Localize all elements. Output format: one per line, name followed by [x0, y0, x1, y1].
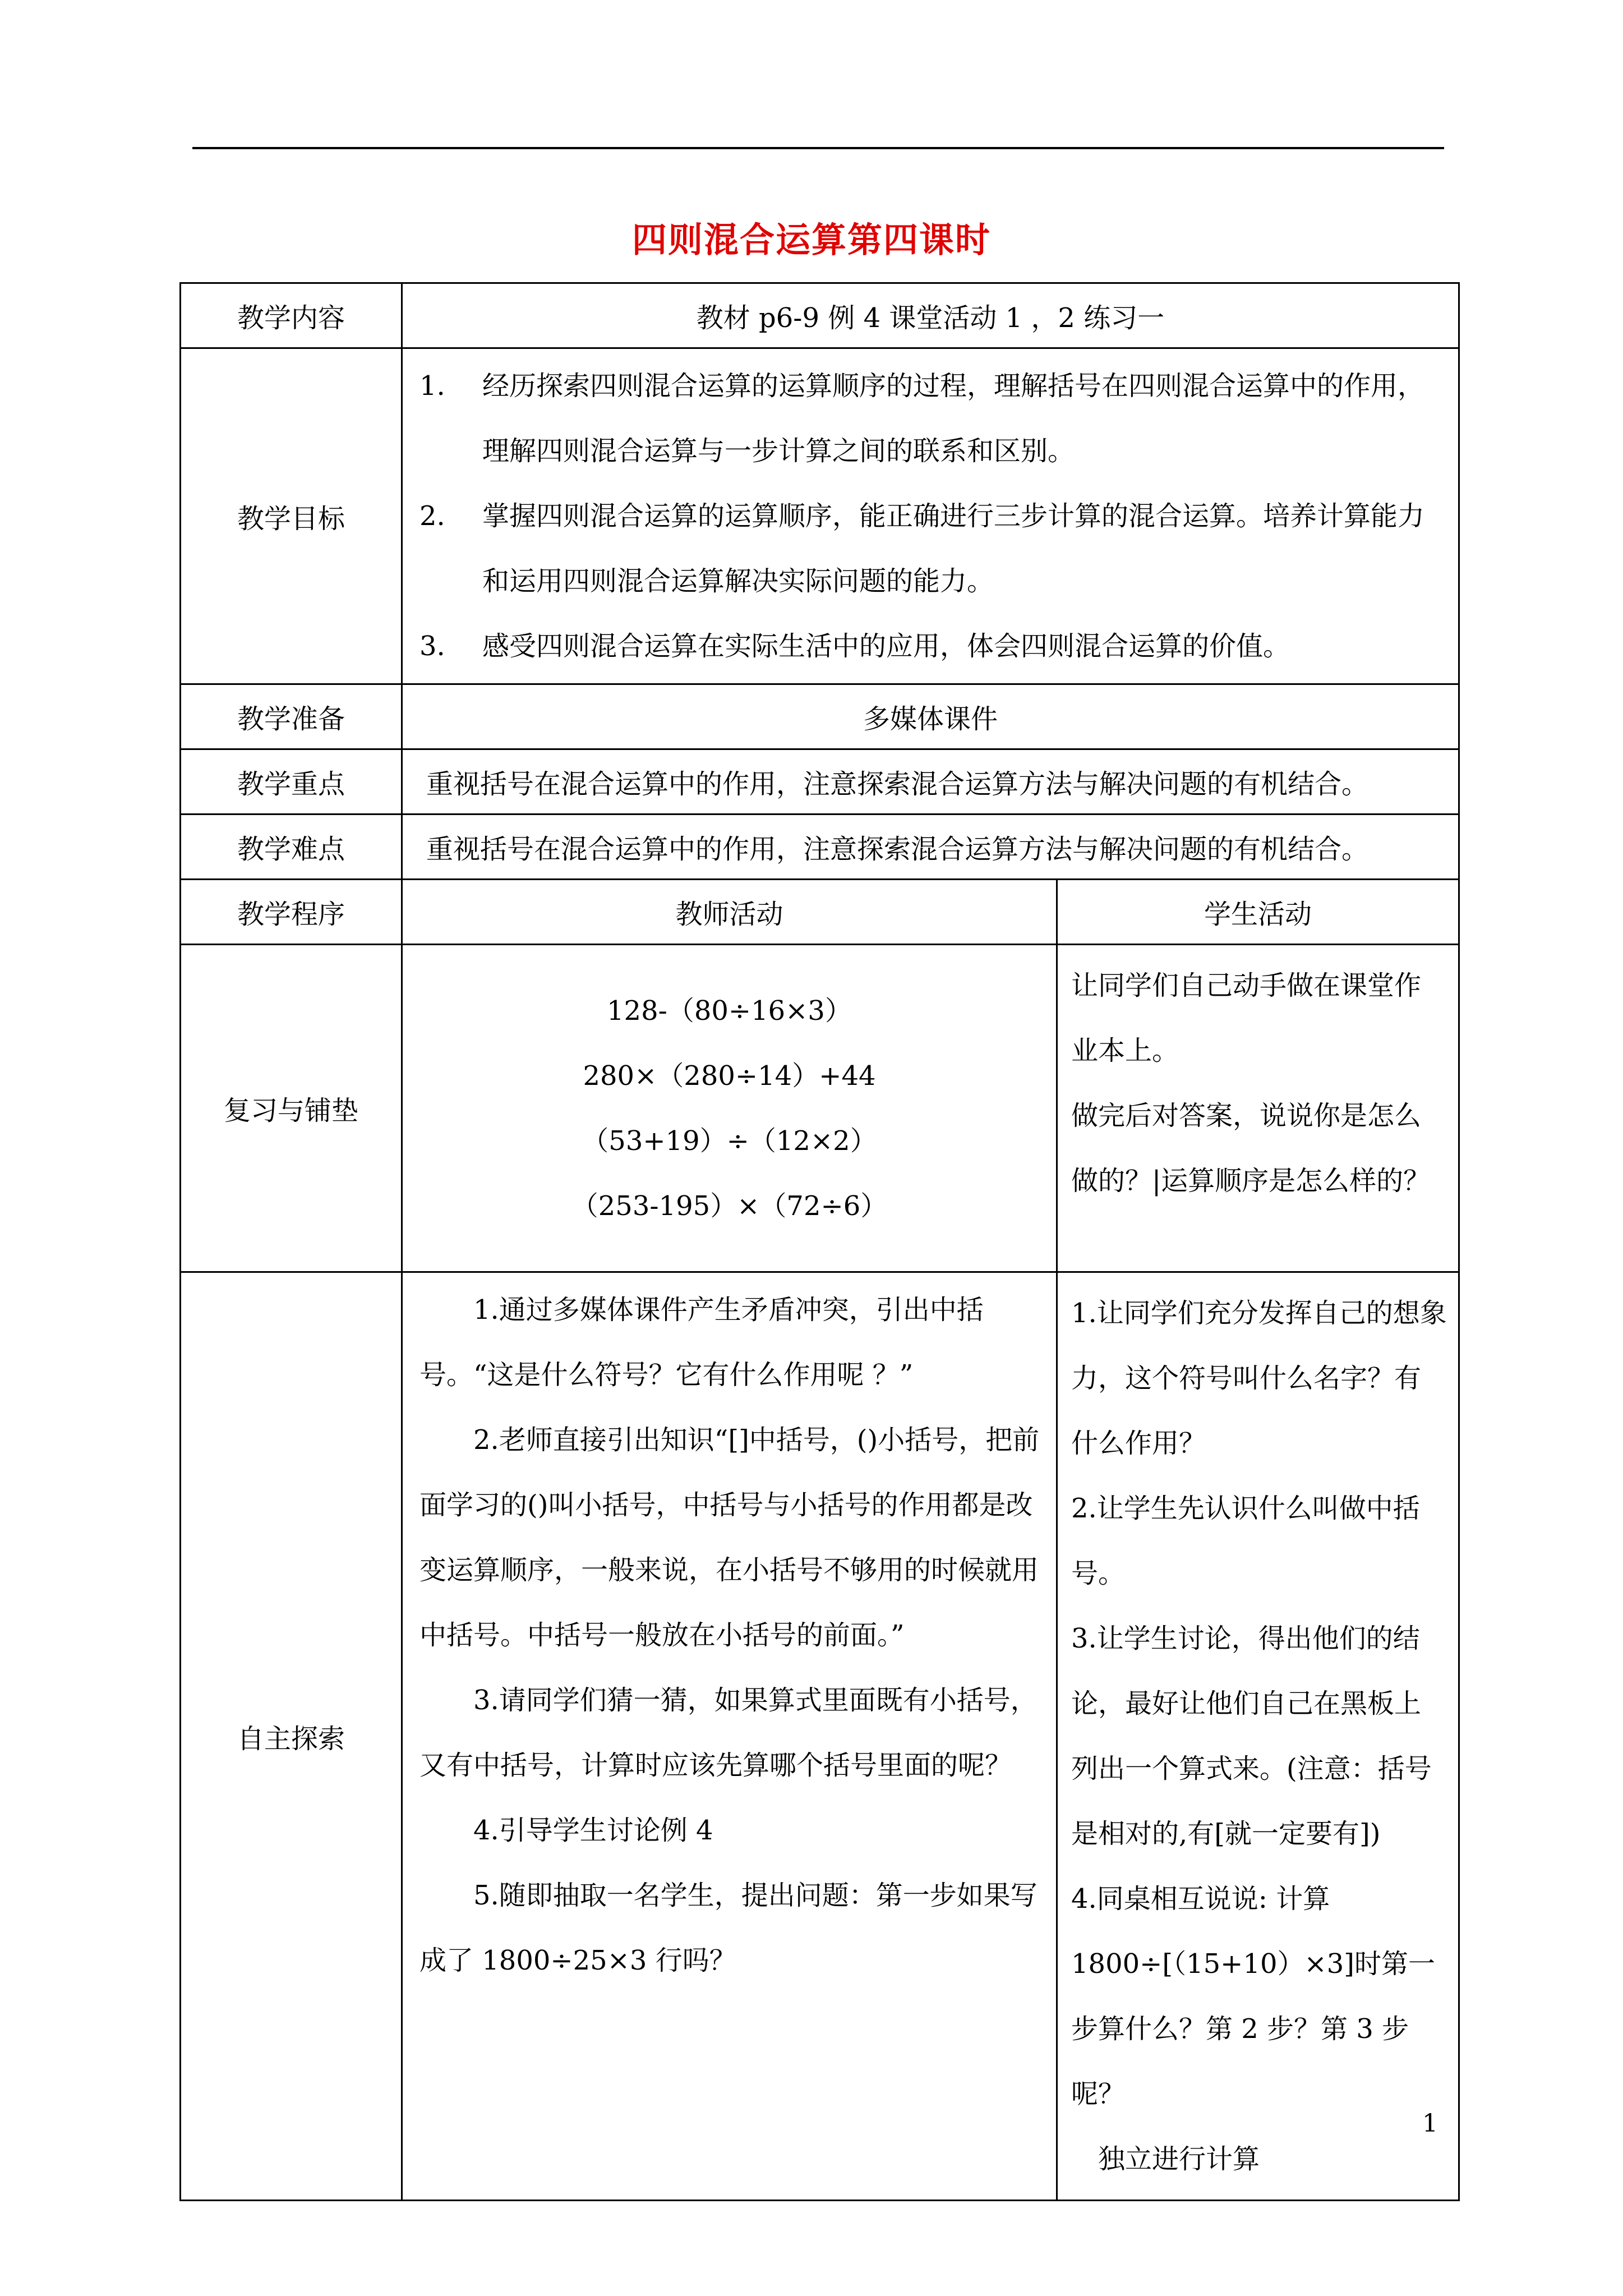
- goal-item: 2. 掌握四则混合运算的运算顺序，能正确进行三步计算的混合运算。培养计算能力和运用四则混合运算解决实际问题的能力。: [419, 500, 1425, 597]
- row-procedure-header: [181, 880, 1459, 945]
- diff-value: 重视括号在混合运算中的作用，注意探索混合运算方法与解决问题的有机结合。: [402, 815, 1459, 880]
- teacher-step: 5.随即抽取一名学生，提出问题：第一步如果写成了 1800÷25×3 行吗？: [419, 1880, 1038, 1976]
- teacher-step: 2.老师直接引出知识“[]中括号，()小括号，把前面学习的()叫小括号，中括号与小括号的作用都是改变运算顺序，一般来说，在小括号不够用的时候就用中括号。中括号一般放在小括号的前面。”: [419, 1424, 1040, 1651]
- key-label: 教学重点: [181, 749, 402, 815]
- teacher-header: 教师活动: [402, 880, 1057, 945]
- header-rule: [192, 147, 1444, 149]
- row-content: [181, 283, 1459, 348]
- row-difficulties: [181, 815, 1459, 880]
- review-label: 复习与铺垫: [181, 945, 402, 1272]
- student-header: 学生活动: [1057, 880, 1459, 945]
- prep-label: 教学准备: [181, 684, 402, 749]
- student-step: 1.让同学们充分发挥自己的想象力，这个符号叫什么名字？有什么作用？: [1071, 1297, 1447, 1459]
- goal-item: 1. 经历探索四则混合运算的运算顺序的过程，理解括号在四则混合运算中的作用，理解四则混合运算与一步计算之间的联系和区别。: [419, 370, 1425, 467]
- row-key-points: [181, 749, 1459, 815]
- goals-label: 教学目标: [181, 348, 402, 684]
- teacher-step: 4.引导学生讨论例 4: [473, 1815, 713, 1846]
- explore-label: 自主探索: [181, 1272, 402, 2201]
- explore-student: [1057, 1272, 1459, 2201]
- diff-label: 教学难点: [181, 815, 402, 880]
- review-student: [1057, 945, 1459, 1272]
- student-step: 独立进行计算: [1098, 2143, 1260, 2175]
- student-step: 4.同桌相互说说: 计算 1800÷[（15+10）×3]时第一步算什么？第 2 步？第 3 步呢？: [1071, 1883, 1435, 2110]
- student-step: 2.让学生先认识什么叫做中括号。: [1071, 1493, 1420, 1589]
- content-value: 教材 p6-9 例 4 课堂活动 1 ，2 练习一: [402, 283, 1459, 348]
- review-expr: （253-195）×（72÷6）: [571, 1190, 888, 1222]
- page-number: 1: [1422, 2109, 1438, 2138]
- review-student-text: 做完后对答案，说说你是怎么做的？|运算顺序是怎么样的？: [1071, 1100, 1431, 1197]
- explore-teacher: [402, 1272, 1057, 2201]
- lesson-plan-table: [179, 282, 1460, 2201]
- row-explore: [181, 1272, 1459, 2201]
- review-expr: 280×（280÷14）+44: [583, 1060, 876, 1092]
- review-expr: （53+19）÷（12×2）: [582, 1125, 877, 1157]
- content-label: 教学内容: [181, 283, 402, 348]
- key-value: 重视括号在混合运算中的作用，注意探索混合运算方法与解决问题的有机结合。: [402, 749, 1459, 815]
- goal-item: 3. 感受四则混合运算在实际生活中的应用，体会四则混合运算的价值。: [419, 631, 1290, 662]
- prep-value: 多媒体课件: [402, 684, 1459, 749]
- row-review: [181, 945, 1459, 1272]
- review-exprs: [402, 945, 1057, 1272]
- row-prep: [181, 684, 1459, 749]
- goals-cell: [402, 348, 1459, 684]
- review-expr: 128-（80÷16×3）: [607, 995, 852, 1027]
- teacher-step: 3.请同学们猜一猜，如果算式里面既有小括号，又有中括号，计算时应该先算哪个括号里面的呢？: [419, 1685, 1038, 1781]
- student-step: 3.让学生讨论，得出他们的结论，最好让他们自己在黑板上列出一个算式来。(注意：括号是相对的,有[就一定要有]): [1071, 1623, 1432, 1849]
- review-student-text: 让同学们自己动手做在课堂作业本上。: [1071, 970, 1422, 1066]
- row-goals: [181, 348, 1459, 684]
- page-title: 四则混合运算第四课时: [631, 219, 991, 260]
- proc-label: 教学程序: [181, 880, 402, 945]
- teacher-step: 1.通过多媒体课件产生矛盾冲突，引出中括号。“这是什么符号？它有什么作用呢 ？”: [419, 1294, 984, 1391]
